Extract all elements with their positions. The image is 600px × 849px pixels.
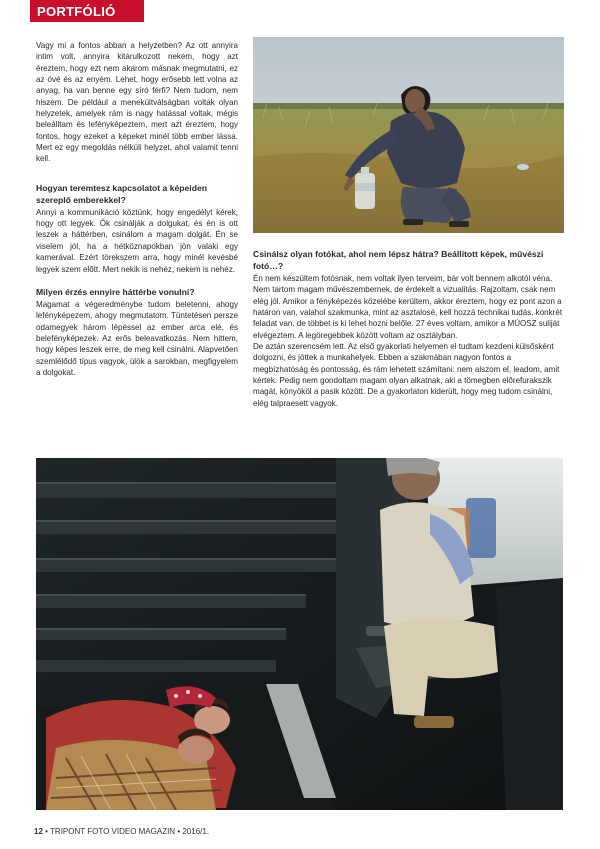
right-column (253, 248, 563, 409)
question-heading: Milyen érzés ennyire háttérbe vonulni? (36, 286, 195, 297)
refugee-photo (253, 37, 564, 233)
magazine-name: TRIPONT FOTO VIDEO MAGAZIN (50, 827, 176, 836)
intro-paragraph: Vagy mi a fontos abban a helyzetben? Az ott annyira intim volt, annyira kitárulkozott nekem, hogy azt éreztem, hogy ezt nem akarom másnak megmutatni, ez az övé és az enyém. Lehet, hogy erősebb lett volna az anyag, ha van benne egy síró férfi? Nem tudom, nem hiszem. De például a menekültválságban voltak olyan helyzetek, amelyek rám is nagy hatással voltak, mégis beleálltam és lefényképeztem, mert azt éreztem, hogy fontos, hogy ezeket a képeket minél több ember lássa. Mert ez egy megoldás nélküli helyzet, ahol valamit tenni kell. (36, 41, 238, 164)
bus-interior-photo (36, 458, 563, 810)
refugee-photo-graphic (253, 37, 564, 233)
bus-interior-photo-graphic (36, 458, 563, 810)
question-heading: Csinálsz olyan fotókat, ahol nem lépsz hátra? Beállított képek, művészi fotó…? (253, 249, 544, 271)
left-column (36, 40, 238, 378)
answer-paragraph: Én nem készültem fotósnak, nem voltak ilyen terveim, bár volt bennem alkotói véna. Nem tartom magam művészembernek, de érdekelt a vizualitás. Rajzoltam, csak nem elég jól. Amikor a fényképezés közelébe kerültem, akkor éreztem, hogy ez pont azon a határon van, valahol szakmunka, mint az asztalosé, kell hozzá technikai tudás, konkrét feladat van, de többet is ki lehet hozni belőle. 27 éves voltam, amikor a MÚOSZ suliját elvégeztem. A legöregebbek között voltam az osztályban. (253, 274, 563, 340)
answer-paragraph: Magamat a végeredménybe tudom beletenni, ahogy lefényképezem, ahogy megmutatom. Tüntetésen persze odamegyek három lépéssel az ember arca elé, és belefényképezek. Az erős beleavatkozás. Nem hittem, hogy képes leszek erre, de meg kell csinálni. Alapvetően szemlélődő típus vagyok, ülök a sarokban, megfigyelem a dolgokat. (36, 299, 238, 377)
answer-paragraph: De aztán szerencsém lett. Az első gyakorlati helyemen el tudtam kezdeni külsősként dolgozni, és jöttek a munkahelyek. Ebben a szakmában nagyon fontos a megbízhatóság és pontosság, és rám lehetett számítani: nem alszom el, leadom, amit kértek. Pedig nem gondoltam magam olyan alkatnak, aki a tömegben előrefurakszik magát, könyököl a pasik között. De a gyakorlaton kiderült, hogy meg tudom csinálni, elég talpraesett vagyok. (253, 342, 560, 408)
page-number: 12 (34, 827, 43, 836)
question-heading: Hogyan teremtesz kapcsolatot a képeiden szereplő emberekkel? (36, 182, 207, 205)
page-footer (34, 827, 209, 836)
footer-bullet: • (45, 827, 48, 836)
answer-paragraph: Annyi a kommunikáció köztünk, hogy engedélyt kérek, hogy ott legyek. Ők csinálják a dolgukat, és én is ott leszek a háttérben, csinálom a magam dolgát. Én se viselem jól, ha a hétköznapokban jön valaki egy kamerával. Ezért törekszem arra, hogy minél kevésbé legyek szem előtt. Mert nekik is nehéz, nekem is nehéz. (36, 207, 238, 274)
issue-number: 2016/1. (182, 827, 210, 836)
section-tag: PORTFÓLIÓ (30, 0, 144, 22)
footer-bullet: • (177, 827, 181, 836)
